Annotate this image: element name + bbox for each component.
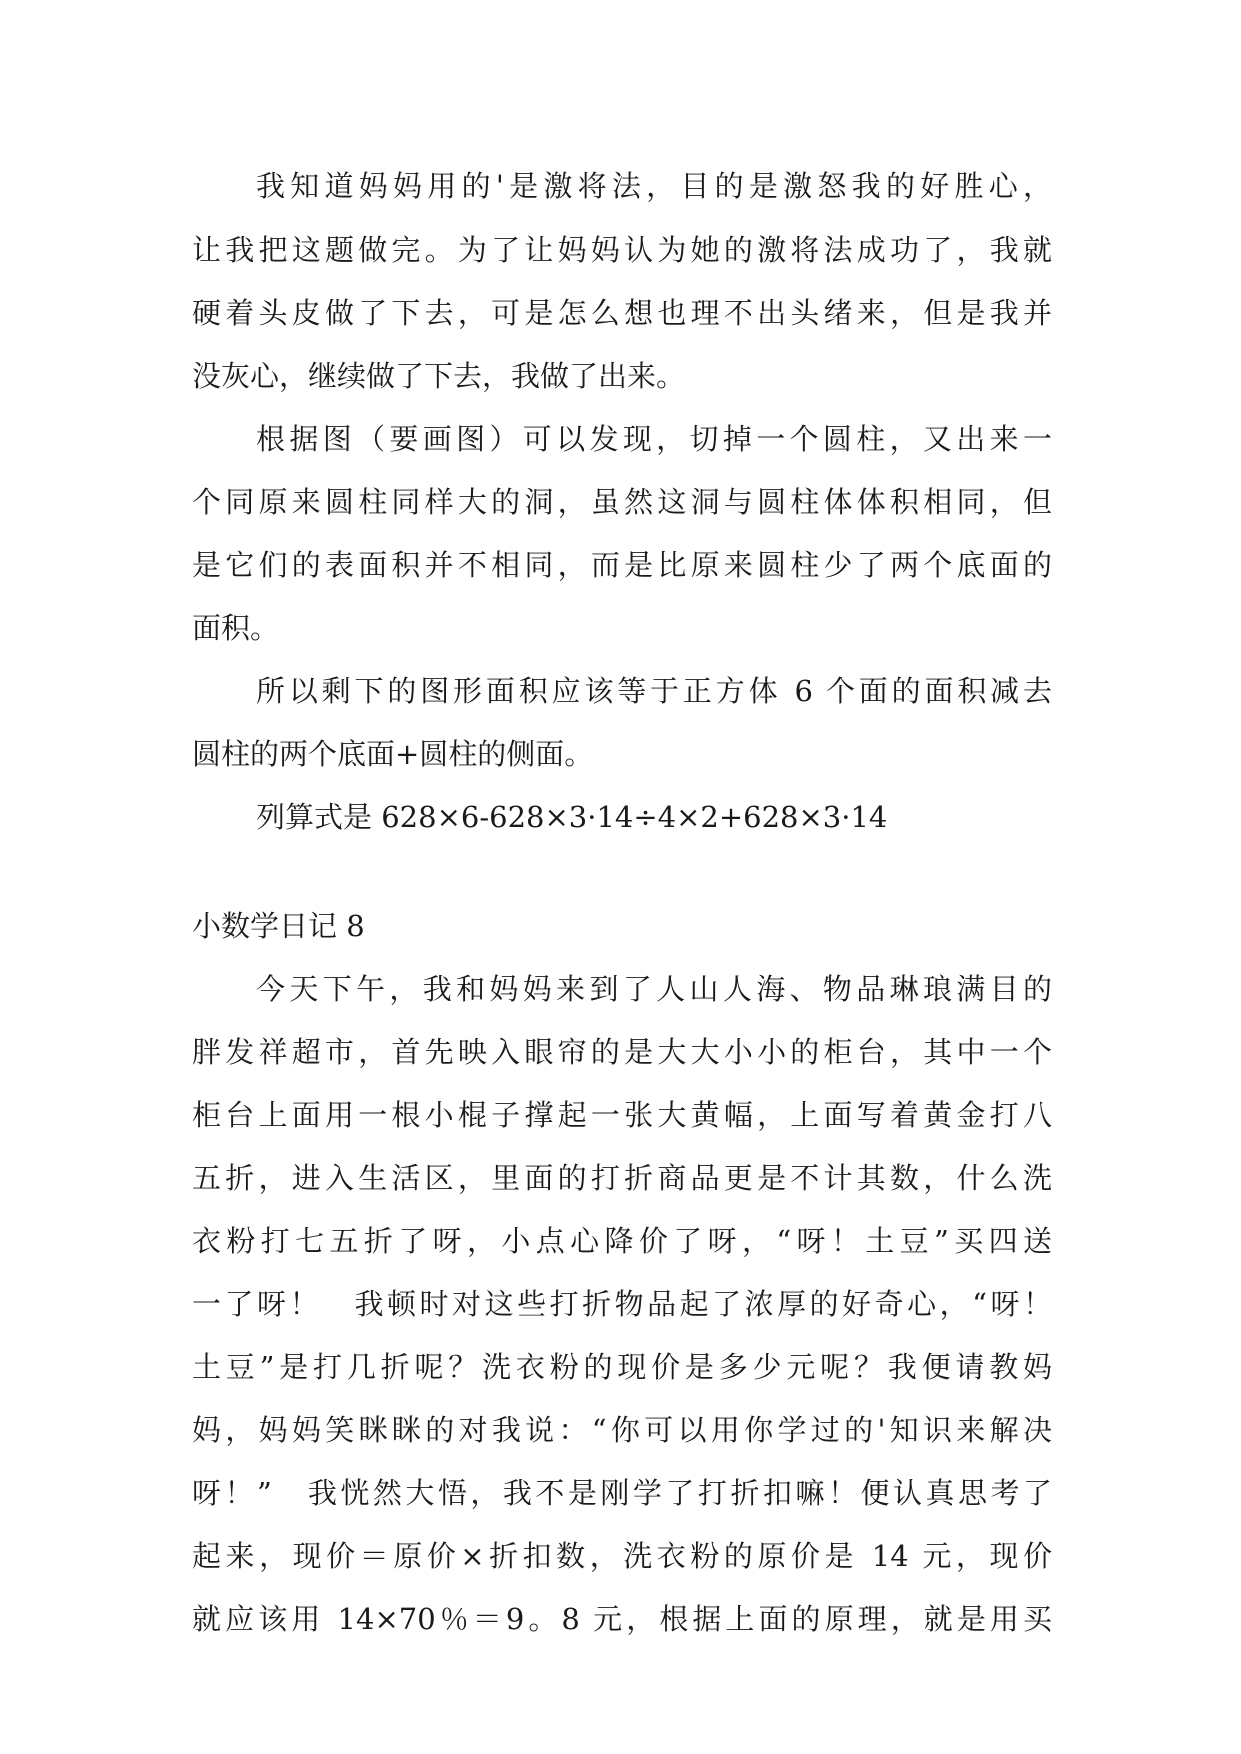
paragraph-1-line-4: 没灰心，继续做了下去，我做了出来。 — [192, 359, 686, 393]
paragraph-5-line-1: 今天下午，我和妈妈来到了人山人海、物品琳琅满目的 — [256, 972, 1052, 1006]
paragraph-1-line-3: 硬着头皮做了下去，可是怎么想也理不出头绪来，但是我并 — [192, 296, 1052, 330]
paragraph-1-line-2: 让我把这题做完。为了让妈妈认为她的激将法成功了，我就 — [192, 233, 1052, 267]
paragraph-5-line-11: 就应该用 14×70％＝9。8 元，根据上面的原理，就是用买 — [192, 1602, 1052, 1636]
paragraph-5-line-5: 衣粉打七五折了呀，小点心降价了呀，“呀！土豆”买四送 — [192, 1224, 1052, 1258]
paragraph-2-line-4: 面积。 — [192, 611, 280, 645]
paragraph-5-line-2: 胖发祥超市，首先映入眼帘的是大大小小的柜台，其中一个 — [192, 1035, 1052, 1069]
paragraph-2-line-2: 个同原来圆柱同样大的洞，虽然这洞与圆柱体体积相同，但 — [192, 485, 1052, 519]
paragraph-2-line-3: 是它们的表面积并不相同，而是比原来圆柱少了两个底面的 — [192, 548, 1052, 582]
paragraph-2-line-1: 根据图（要画图）可以发现，切掉一个圆柱，又出来一 — [256, 422, 1052, 456]
paragraph-5-line-10: 起来，现价＝原价×折扣数，洗衣粉的原价是 14 元，现价 — [192, 1539, 1052, 1573]
paragraph-5-line-4: 五折，进入生活区，里面的打折商品更是不计其数，什么洗 — [192, 1161, 1052, 1195]
paragraph-3-line-2: 圆柱的两个底面+圆柱的侧面。 — [192, 737, 594, 771]
paragraph-5-line-6: 一了呀！ 我顿时对这些打折物品起了浓厚的好奇心，“呀！ — [192, 1287, 1052, 1321]
paragraph-5-line-9: 呀！” 我恍然大悟，我不是刚学了打折扣嘛！便认真思考了 — [192, 1476, 1052, 1510]
paragraph-1-line-1: 我知道妈妈用的'是激将法，目的是激怒我的好胜心， — [256, 169, 1052, 203]
paragraph-5-line-3: 柜台上面用一根小棍子撑起一张大黄幅，上面写着黄金打八 — [192, 1098, 1052, 1132]
paragraph-5-line-7: 土豆”是打几折呢？洗衣粉的现价是多少元呢？我便请教妈 — [192, 1350, 1052, 1384]
section-title: 小数学日记 8 — [192, 909, 365, 943]
paragraph-3-line-1: 所以剩下的图形面积应该等于正方体 6 个面的面积减去 — [256, 674, 1052, 708]
paragraph-5-line-8: 妈，妈妈笑眯眯的对我说：“你可以用你学过的'知识来解决 — [192, 1413, 1052, 1447]
formula-line: 列算式是 628×6-628×3·14÷4×2+628×3·14 — [256, 800, 888, 834]
